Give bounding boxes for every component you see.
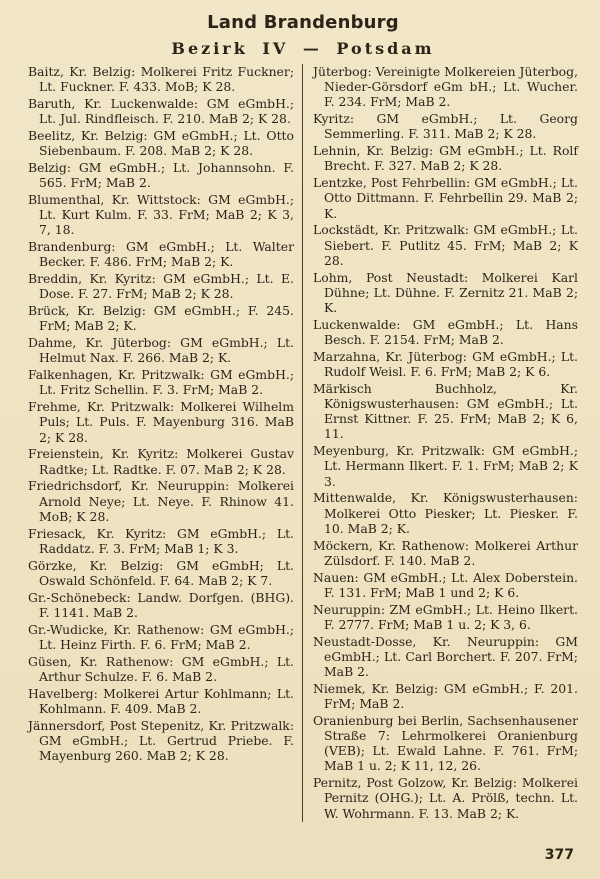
entry: Märkisch Buchholz, Kr. Königswusterhausen: GM eGmbH.; Lt. Ernst Kittner. F. 25. FrM; MaB 2; K 6, 11. — [313, 380, 578, 442]
entry: Möckern, Kr. Rathenow: Molkerei Arthur Zülsdorf. F. 140. MaB 2. — [313, 537, 578, 568]
entry: Havelberg: Molkerei Artur Kohlmann; Lt. Kohlmann. F. 409. MaB 2. — [28, 685, 294, 716]
entry: Gr.-Schönebeck: Landw. Dorfgen. (BHG). F. 1141. MaB 2. — [28, 589, 294, 620]
entry: Belzig: GM eGmbH.; Lt. Johannsohn. F. 565. FrM; MaB 2. — [28, 160, 294, 191]
entry: Baruth, Kr. Luckenwalde: GM eGmbH.; Lt. Jul. Rindfleisch. F. 210. MaB 2; K 28. — [28, 96, 294, 127]
entry: Lohm, Post Neustadt: Molkerei Karl Dühne; Lt. Dühne. F. Zernitz 21. MaB 2; K. — [313, 269, 578, 316]
entry: Freienstein, Kr. Kyritz: Molkerei Gustav Radtke; Lt. Radtke. F. 07. MaB 2; K 28. — [28, 446, 294, 477]
entry: Neuruppin: ZM eGmbH.; Lt. Heino Ilkert. F. 2777. FrM; MaB 1 u. 2; K 3, 6. — [313, 601, 578, 632]
entry: Blumenthal, Kr. Wittstock: GM eGmbH.; Lt. Kurt Kulm. F. 33. FrM; MaB 2; K 3, 7, 18. — [28, 192, 294, 238]
entry: Brandenburg: GM eGmbH.; Lt. Walter Becker. F. 486. FrM; MaB 2; K. — [28, 239, 294, 270]
page-title: Land Brandenburg — [207, 12, 399, 33]
entry: Niemek, Kr. Belzig: GM eGmbH.; F. 201. FrM; MaB 2. — [313, 680, 578, 712]
entry: Kyritz: GM eGmbH.; Lt. Georg Semmerling. F. 311. MaB 2; K 28. — [313, 111, 578, 142]
columns — [28, 64, 578, 822]
page-number: 377 — [544, 847, 574, 863]
entry: Lehnin, Kr. Belzig: GM eGmbH.; Lt. Rolf Brecht. F. 327. MaB 2; K 28. — [313, 143, 578, 174]
entry: Gr.-Wudicke, Kr. Rathenow: GM eGmbH.; Lt. Heinz Firth. F. 6. FrM; MaB 2. — [28, 621, 294, 652]
entry: Luckenwalde: GM eGmbH.; Lt. Hans Besch. F. 2154. FrM; MaB 2. — [313, 316, 578, 348]
entry: Lockstädt, Kr. Pritzwalk: GM eGmbH.; Lt. Siebert. F. Putlitz 45. FrM; MaB 2; K 28. — [313, 222, 578, 268]
entry: Jüterbog: Vereinigte Molkereien Jüterbog, Nieder-Görsdorf eGm bH.; Lt. Wucher. F. 234. FrM; MaB 2. — [313, 64, 578, 110]
entry: Falkenhagen, Kr. Pritzwalk: GM eGmbH.; Lt. Fritz Schellin. F. 3. FrM; MaB 2. — [28, 367, 294, 398]
entry: Frehme, Kr. Pritzwalk: Molkerei Wilhelm Puls; Lt. Puls. F. Mayenburg 316. MaB 2; K 28. — [28, 399, 294, 445]
entry: Nauen: GM eGmbH.; Lt. Alex Doberstein. F. 131. FrM; MaB 1 und 2; K 6. — [313, 569, 578, 600]
page-subtitle: Bezirk IV — Potsdam — [171, 39, 435, 58]
entry: Meyenburg, Kr. Pritzwalk: GM eGmbH.; Lt. Hermann Ilkert. F. 1. FrM; MaB 2; K 3. — [313, 443, 578, 489]
entry: Görzke, Kr. Belzig: GM eGmbH; Lt. Oswald Schönfeld. F. 64. MaB 2; K 7. — [28, 557, 294, 588]
entry: Breddin, Kr. Kyritz: GM eGmbH.; Lt. E. Dose. F. 27. FrM; MaB 2; K 28. — [28, 271, 294, 302]
left-column — [28, 64, 302, 822]
entry: Oranienburg bei Berlin, Sachsenhausener Straße 7: Lehrmolkerei Oranienburg (VEB); Lt. Ewald Lahne. F. 761. FrM; MaB 1 u. 2; K 11, 12, 26. — [313, 712, 578, 774]
entry: Mittenwalde, Kr. Königswusterhausen: Molkerei Otto Piesker; Lt. Piesker. F. 10. MaB 2; K. — [313, 490, 578, 536]
entry: Beelitz, Kr. Belzig: GM eGmbH.; Lt. Otto Siebenbaum. F. 208. MaB 2; K 28. — [28, 128, 294, 159]
entry: Friedrichsdorf, Kr. Neuruppin: Molkerei Arnold Neye; Lt. Neye. F. Rhinow 41. MoB; K 28. — [28, 478, 294, 524]
entry: Friesack, Kr. Kyritz: GM eGmbH.; Lt. Raddatz. F. 3. FrM; MaB 1; K 3. — [28, 525, 294, 556]
entry: Neustadt-Dosse, Kr. Neuruppin: GM eGmbH.; Lt. Carl Borchert. F. 207. FrM; MaB 2. — [313, 633, 578, 680]
entry: Dahme, Kr. Jüterbog: GM eGmbH.; Lt. Helmut Nax. F. 266. MaB 2; K. — [28, 335, 294, 366]
entry: Güsen, Kr. Rathenow: GM eGmbH.; Lt. Arthur Schulze. F. 6. MaB 2. — [28, 653, 294, 684]
entry: Pernitz, Post Golzow, Kr. Belzig: Molkerei Pernitz (OHG.); Lt. A. Prölß, techn. Lt. W. Wohrmann. F. 13. MaB 2; K. — [313, 775, 578, 821]
entry: Marzahna, Kr. Jüterbog: GM eGmbH.; Lt. Rudolf Weisl. F. 6. FrM; MaB 2; K 6. — [313, 348, 578, 380]
entry: Lentzke, Post Fehrbellin: GM eGmbH.; Lt. Otto Dittmann. F. Fehrbellin 29. MaB 2; K. — [313, 175, 578, 221]
entry: Baitz, Kr. Belzig: Molkerei Fritz Fuckner; Lt. Fuckner. F. 433. MoB; K 28. — [28, 64, 294, 95]
right-column — [302, 64, 578, 822]
entry: Jännersdorf, Post Stepenitz, Kr. Pritzwalk: GM eGmbH.; Lt. Gertrud Priebe. F. Mayenburg 260. MaB 2; K 28. — [28, 717, 294, 764]
entry: Brück, Kr. Belzig: GM eGmbH.; F. 245. FrM; MaB 2; K. — [28, 303, 294, 334]
